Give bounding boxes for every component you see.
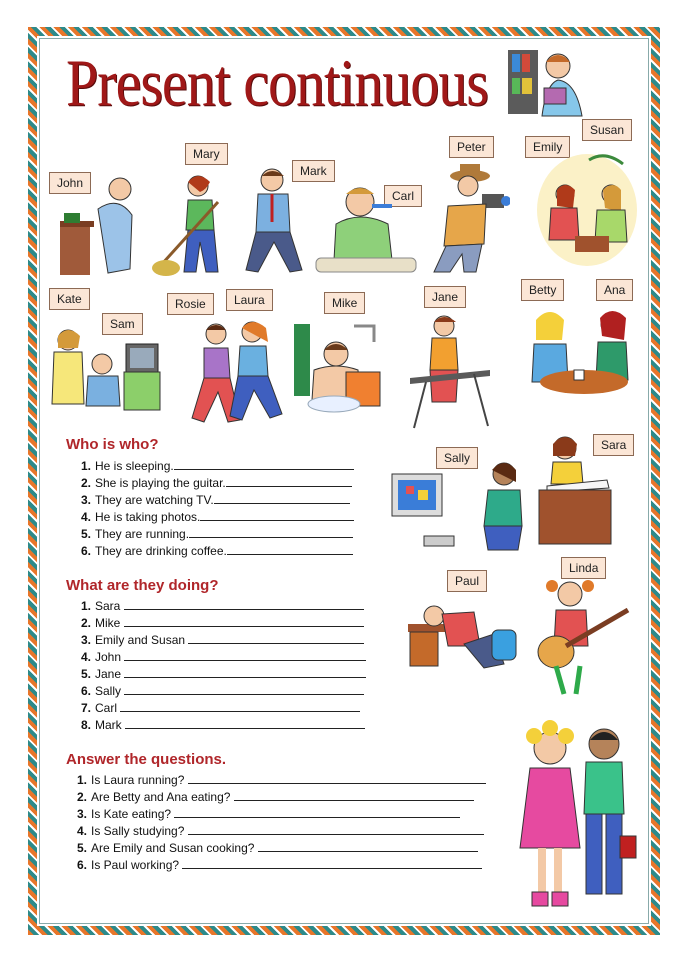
list-item: 3. They are watching TV.	[74, 492, 354, 509]
emily-and-susan-playing-cards-illustration	[535, 150, 640, 268]
label-jane: Jane	[424, 286, 466, 308]
answer-line[interactable]	[124, 683, 364, 695]
list-item: 2. Are Betty and Ana eating?	[70, 789, 486, 806]
answer-line[interactable]	[188, 632, 364, 644]
list-item: 1. He is sleeping.	[74, 458, 354, 475]
label-sally: Sally	[436, 447, 478, 469]
label-peter: Peter	[449, 136, 494, 158]
list-item: 6. They are drinking coffee.	[74, 543, 354, 560]
linda-playing-guitar-illustration	[530, 574, 634, 698]
sally-playing-video-games-illustration	[388, 460, 528, 554]
two-children-illustration	[516, 718, 638, 914]
list-item: 1. Is Laura running?	[70, 772, 486, 789]
list-item: 2. She is playing the guitar.	[74, 475, 354, 492]
sara-studying-illustration	[537, 430, 615, 548]
answer-line[interactable]	[174, 806, 460, 818]
answer-line[interactable]	[174, 458, 354, 470]
label-emily: Emily	[525, 136, 570, 158]
answer-line[interactable]	[234, 789, 474, 801]
list-item: 3. Emily and Susan	[74, 632, 366, 649]
label-mike: Mike	[324, 292, 365, 314]
label-mark: Mark	[292, 160, 335, 182]
list-item: 7. Carl	[74, 700, 366, 717]
section-heading-who-is-who: Who is who?	[66, 436, 159, 453]
answer-the-questions-list	[70, 772, 486, 874]
list-item: 6. Is Paul working?	[70, 857, 486, 874]
section-heading-what-are-they-doing: What are they doing?	[66, 577, 219, 594]
answer-line[interactable]	[124, 666, 366, 678]
list-item: 5. Jane	[74, 666, 366, 683]
answer-line[interactable]	[188, 823, 484, 835]
label-betty: Betty	[521, 279, 564, 301]
list-item: 1. Sara	[74, 598, 366, 615]
list-item: 3. Is Kate eating?	[70, 806, 486, 823]
page-title: Present continuous	[66, 45, 488, 120]
section-heading-answer-the-questions: Answer the questions.	[66, 751, 227, 768]
label-sara: Sara	[593, 434, 634, 456]
paul-sleeping-at-desk-illustration	[404, 594, 520, 672]
label-carl: Carl	[384, 185, 422, 207]
list-item: 4. He is taking photos.	[74, 509, 354, 526]
answer-line[interactable]	[226, 475, 352, 487]
answer-line[interactable]	[258, 840, 478, 852]
john-sleeping-on-phone-illustration	[58, 165, 138, 277]
label-paul: Paul	[447, 570, 487, 592]
list-item: 6. Sally	[74, 683, 366, 700]
betty-and-ana-drinking-coffee-illustration	[528, 300, 638, 412]
who-is-who-list	[74, 458, 354, 560]
answer-line[interactable]	[227, 543, 353, 555]
teacher-illustration	[506, 44, 586, 118]
mary-sweeping-illustration	[148, 172, 238, 282]
label-laura: Laura	[226, 289, 273, 311]
list-item: 2. Mike	[74, 615, 366, 632]
answer-line[interactable]	[182, 857, 482, 869]
answer-line[interactable]	[188, 772, 486, 784]
label-mary: Mary	[185, 143, 228, 165]
what-are-they-doing-list	[74, 598, 366, 734]
answer-line[interactable]	[124, 649, 366, 661]
list-item: 5. Are Emily and Susan cooking?	[70, 840, 486, 857]
rosie-and-laura-running-illustration	[186, 318, 296, 430]
label-linda: Linda	[561, 557, 606, 579]
label-sam: Sam	[102, 313, 143, 335]
list-item: 8. Mark	[74, 717, 366, 734]
answer-line[interactable]	[124, 598, 364, 610]
carl-brushing-teeth-illustration	[312, 180, 422, 276]
jane-ironing-illustration	[400, 312, 496, 432]
peter-taking-photos-illustration	[420, 160, 510, 278]
answer-line[interactable]	[120, 700, 360, 712]
list-item: 4. Is Sally studying?	[70, 823, 486, 840]
label-ana: Ana	[596, 279, 633, 301]
label-susan: Susan	[582, 119, 632, 141]
label-kate: Kate	[49, 288, 90, 310]
answer-line[interactable]	[124, 615, 364, 627]
list-item: 4. John	[74, 649, 366, 666]
answer-line[interactable]	[189, 526, 353, 538]
answer-line[interactable]	[214, 492, 350, 504]
mike-having-shower-illustration	[294, 320, 386, 416]
label-john: John	[49, 172, 91, 194]
list-item: 5. They are running.	[74, 526, 354, 543]
mark-walking-illustration	[240, 166, 310, 278]
answer-line[interactable]	[200, 509, 354, 521]
label-rosie: Rosie	[167, 293, 214, 315]
answer-line[interactable]	[125, 717, 365, 729]
kate-and-sam-watching-tv-illustration	[50, 318, 168, 416]
